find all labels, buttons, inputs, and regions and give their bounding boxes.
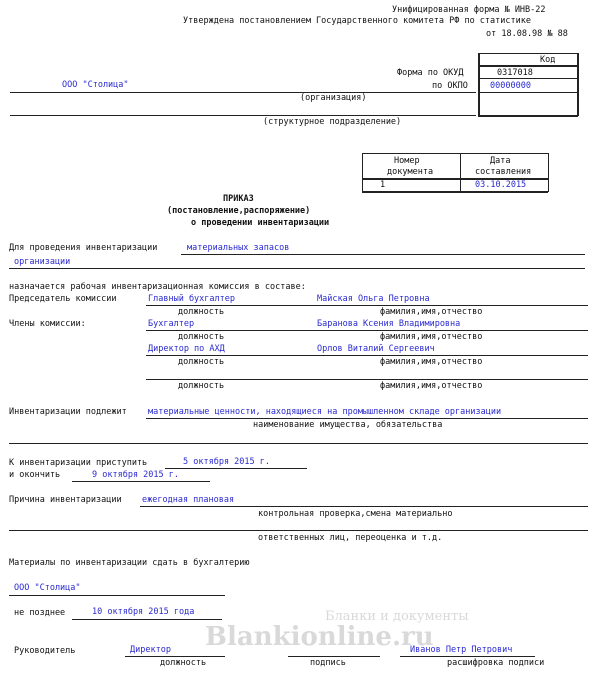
signature-position-line	[125, 656, 225, 657]
subject-value: материальные ценности, находящиеся на промышленном складе организации	[148, 407, 502, 417]
member1-position-caption: должность	[178, 332, 225, 342]
signature-decode-caption: расшифровка подписи	[447, 658, 545, 668]
doc-table-bottom	[362, 191, 548, 193]
subject-line	[146, 418, 588, 419]
member2-line	[146, 355, 588, 356]
order-title: ПРИКАЗ	[223, 194, 254, 204]
deadline-value: 10 октября 2015 года	[92, 607, 195, 617]
purpose-value-2: организации	[14, 257, 71, 267]
doc-number-header-2: документа	[387, 167, 434, 177]
signature-sign-line	[288, 656, 380, 657]
doc-date-value: 03.10.2015	[475, 180, 527, 190]
codes-box-top	[478, 53, 578, 54]
member3-position-caption: должность	[178, 381, 225, 391]
start-label: К инвентаризации приступить	[9, 458, 148, 468]
deadline-line	[72, 619, 222, 620]
signature-sign-caption: подпись	[310, 658, 346, 668]
okud-value: 0317018	[497, 68, 533, 78]
chairman-position-caption: должность	[178, 307, 225, 317]
codes-box-line3	[478, 92, 578, 93]
doc-table-right	[548, 153, 549, 192]
member2-position-caption: должность	[178, 357, 225, 367]
chairman-name: Майская Ольга Петровна	[317, 294, 430, 304]
reason-line-2	[9, 530, 588, 531]
organization-line	[10, 92, 476, 93]
code-header: Код	[540, 55, 556, 65]
subject-line-2	[9, 443, 588, 444]
order-subtitle: (постановление,распоряжение)	[167, 206, 311, 216]
doc-date-header-1: Дата	[490, 156, 511, 166]
signature-position-caption: должность	[160, 658, 207, 668]
okpo-value: 00000000	[490, 81, 531, 91]
doc-date-header-2: составления	[475, 167, 532, 177]
member3-line	[146, 379, 588, 380]
member3-name-caption: фамилия,имя,отчество	[380, 381, 483, 391]
okud-label: Форма по ОКУД	[397, 68, 464, 78]
reason-label: Причина инвентаризации	[9, 495, 122, 505]
codes-box-bottom	[478, 115, 578, 117]
member2-position: Директор по АХД	[148, 344, 225, 354]
doc-number-value: 1	[380, 180, 386, 190]
codes-box-left	[478, 53, 480, 116]
deadline-label: не позднее	[14, 608, 66, 618]
reason-value: ежегодная плановая	[142, 495, 235, 505]
doc-table-left	[362, 153, 363, 192]
organization-caption: (организация)	[300, 93, 367, 103]
submission-org-line	[9, 595, 225, 596]
codes-box-right	[577, 53, 579, 116]
end-label: и окончить	[9, 470, 61, 480]
member2-name-caption: фамилия,имя,отчество	[380, 357, 483, 367]
members-label: Члены комиссии:	[9, 319, 86, 329]
doc-table-divider	[460, 153, 461, 192]
purpose-line-2	[9, 268, 585, 269]
form-title: Унифицированная форма № ИНВ-22	[392, 5, 546, 15]
chairman-line	[146, 305, 588, 306]
start-value: 5 октября 2015 г.	[183, 457, 270, 467]
unit-caption: (структурное подразделение)	[263, 117, 402, 127]
member2-name: Орлов Виталий Сергеевич	[317, 344, 435, 354]
reason-caption-2: ответственных лиц, переоценка и т.д.	[258, 533, 443, 543]
end-line	[72, 481, 210, 482]
reason-caption-1: контрольная проверка,смена материально	[258, 509, 453, 519]
codes-box-line2	[478, 78, 578, 79]
purpose-label: Для проведения инвентаризации	[9, 243, 158, 253]
submission-label: Материалы по инвентаризации сдать в бухгалтерию	[9, 558, 250, 568]
submission-org: ООО "Столица"	[14, 583, 81, 593]
purpose-value-1: материальных запасов	[187, 243, 290, 253]
organization-name: ООО "Столица"	[62, 80, 129, 90]
chairman-label: Председатель комиссии	[9, 294, 117, 304]
watermark-big: Blankionline.ru	[205, 622, 434, 652]
signature-position-value: Директор	[130, 645, 171, 655]
order-purpose-title: о проведении инвентаризации	[191, 218, 330, 228]
codes-box-line1	[478, 65, 578, 67]
chairman-position: Главный бухгалтер	[148, 294, 235, 304]
signature-name-value: Иванов Петр Петрович	[410, 645, 513, 655]
member1-name: Баранова Ксения Владимировна	[317, 319, 461, 329]
commission-intro: назначается рабочая инвентаризационная комиссия в составе:	[9, 282, 306, 292]
subject-label: Инвентаризации подлежит	[9, 407, 127, 417]
okpo-label: по ОКПО	[432, 81, 468, 91]
signature-label: Руководитель	[14, 646, 76, 656]
approved-by: Утверждена постановлением Государственного комитета РФ по статистике	[183, 16, 531, 26]
chairman-name-caption: фамилия,имя,отчество	[380, 307, 483, 317]
member1-line	[146, 330, 588, 331]
end-value: 9 октября 2015 г.	[92, 470, 179, 480]
signature-name-line	[400, 656, 535, 657]
doc-table-top	[362, 153, 548, 154]
purpose-line-1	[181, 254, 585, 255]
subject-caption: наименование имущества, обязательства	[253, 420, 443, 430]
start-line	[165, 468, 307, 469]
member1-position: Бухгалтер	[148, 319, 195, 329]
member1-name-caption: фамилия,имя,отчество	[380, 332, 483, 342]
reason-line	[140, 506, 588, 507]
unit-line	[10, 115, 476, 116]
approved-date: от 18.08.98 № 88	[486, 29, 568, 39]
watermark-small: Бланки и документы	[325, 609, 469, 624]
doc-number-header-1: Номер	[394, 156, 420, 166]
